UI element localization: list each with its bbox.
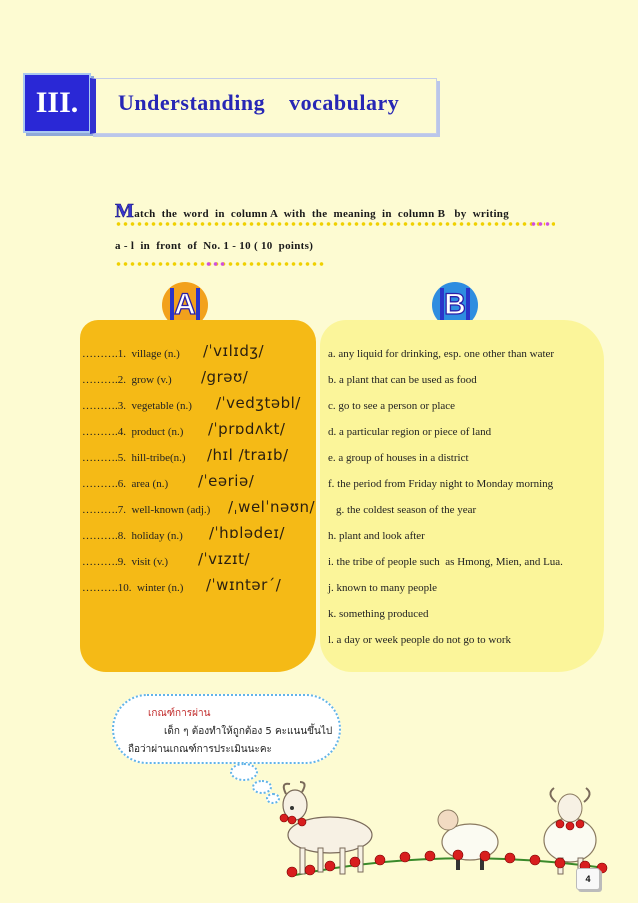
- column-b-label: B: [444, 288, 466, 321]
- thought-bubble-puff-1: [230, 763, 258, 781]
- phonetic-8: /ˈhɒlədeɪ/: [209, 524, 285, 542]
- column-b-item-d: d. a particular region or piece of land: [328, 426, 492, 438]
- column-a-panel: [80, 320, 316, 672]
- column-b-item-e: e. a group of houses in a district: [328, 452, 469, 464]
- thought-bubble-puff-2: [252, 780, 272, 794]
- section-title: Understanding vocabulary: [118, 90, 400, 115]
- phonetic-6: /ˈeəriə/: [198, 472, 255, 490]
- phonetic-2: /grəʊ/: [201, 368, 249, 386]
- column-b-item-a: a. any liquid for drinking, esp. one other than water: [328, 348, 555, 360]
- column-b-item-g: g. the coldest season of the year: [336, 504, 477, 516]
- phonetic-3: /ˈvedʒtəbl/: [216, 394, 301, 412]
- instruction-line-2: a - l in front of No. 1 - 10 ( 10 points): [115, 240, 314, 252]
- bubble-line-1: เด็ก ๆ ต้องทำให้ถูกต้อง 5 คะแนนขึ้นไป: [164, 726, 333, 737]
- phonetic-1: /ˈvɪlɪdʒ/: [203, 342, 265, 360]
- column-b-item-i: i. the tribe of people such as Hmong, Mien, and Lua.: [328, 556, 563, 568]
- column-a-label: A: [174, 288, 196, 321]
- instruction-line-1-text: atch the word in column A with the meaning in column B by writing: [134, 208, 510, 220]
- column-b-item-f: f. the period from Friday night to Monday morning: [328, 478, 554, 490]
- column-a-item-10[interactable]: ……….10. winter (n.): [82, 582, 184, 594]
- column-a-item-5[interactable]: ……….5. hill-tribe(n.): [82, 452, 186, 464]
- column-b-item-l: l. a day or week people do not go to work: [328, 634, 511, 646]
- column-a-item-9[interactable]: ……….9. visit (v.): [82, 556, 169, 568]
- phonetic-7: /ˌwelˈnəʊn/: [228, 498, 316, 516]
- bubble-line-2: ถือว่าผ่านเกณฑ์การประเมินนะคะ: [128, 744, 272, 755]
- column-b-item-k: k. something produced: [328, 608, 429, 620]
- page-number: 4: [576, 868, 600, 890]
- dotted-divider-2-accent: [205, 262, 225, 266]
- column-b-item-h: h. plant and look after: [328, 530, 425, 542]
- column-a-item-7[interactable]: ……….7. well-known (adj.): [82, 504, 211, 516]
- phonetic-4: /ˈprɒdʌkt/: [208, 420, 286, 438]
- bubble-heading: เกณฑ์การผ่าน: [148, 708, 211, 719]
- column-a-item-8[interactable]: ……….8. holiday (n.): [82, 530, 183, 542]
- column-a-item-2[interactable]: ……….2. grow (v.): [82, 374, 172, 386]
- column-b-item-c: c. go to see a person or place: [328, 400, 456, 412]
- column-a-item-4[interactable]: ……….4. product (n.): [82, 426, 184, 438]
- column-a-item-6[interactable]: ……….6. area (n.): [82, 478, 169, 490]
- column-b-item-b: b. a plant that can be used as food: [328, 374, 477, 386]
- animals-decoration: [270, 780, 620, 885]
- instruction-initial: M: [115, 200, 135, 222]
- dotted-divider-1-accent: [530, 222, 550, 226]
- phonetic-9: /ˈvɪzɪt/: [198, 550, 251, 568]
- sheep-icon: [438, 810, 498, 870]
- dotted-divider-1-tail: [550, 222, 555, 226]
- instruction-line-1: [115, 200, 509, 223]
- dotted-divider-1: [115, 222, 545, 226]
- column-a-item-1[interactable]: ……….1. village (n.): [82, 348, 180, 360]
- column-b-item-j: j. known to many people: [328, 582, 438, 594]
- column-a-item-3[interactable]: ……….3. vegetable (n.): [82, 400, 192, 412]
- phonetic-10: /ˈwɪntərˊ/: [206, 576, 282, 594]
- section-number-badge: III.: [23, 73, 91, 133]
- phonetic-5: /hɪl /traɪb/: [207, 446, 289, 464]
